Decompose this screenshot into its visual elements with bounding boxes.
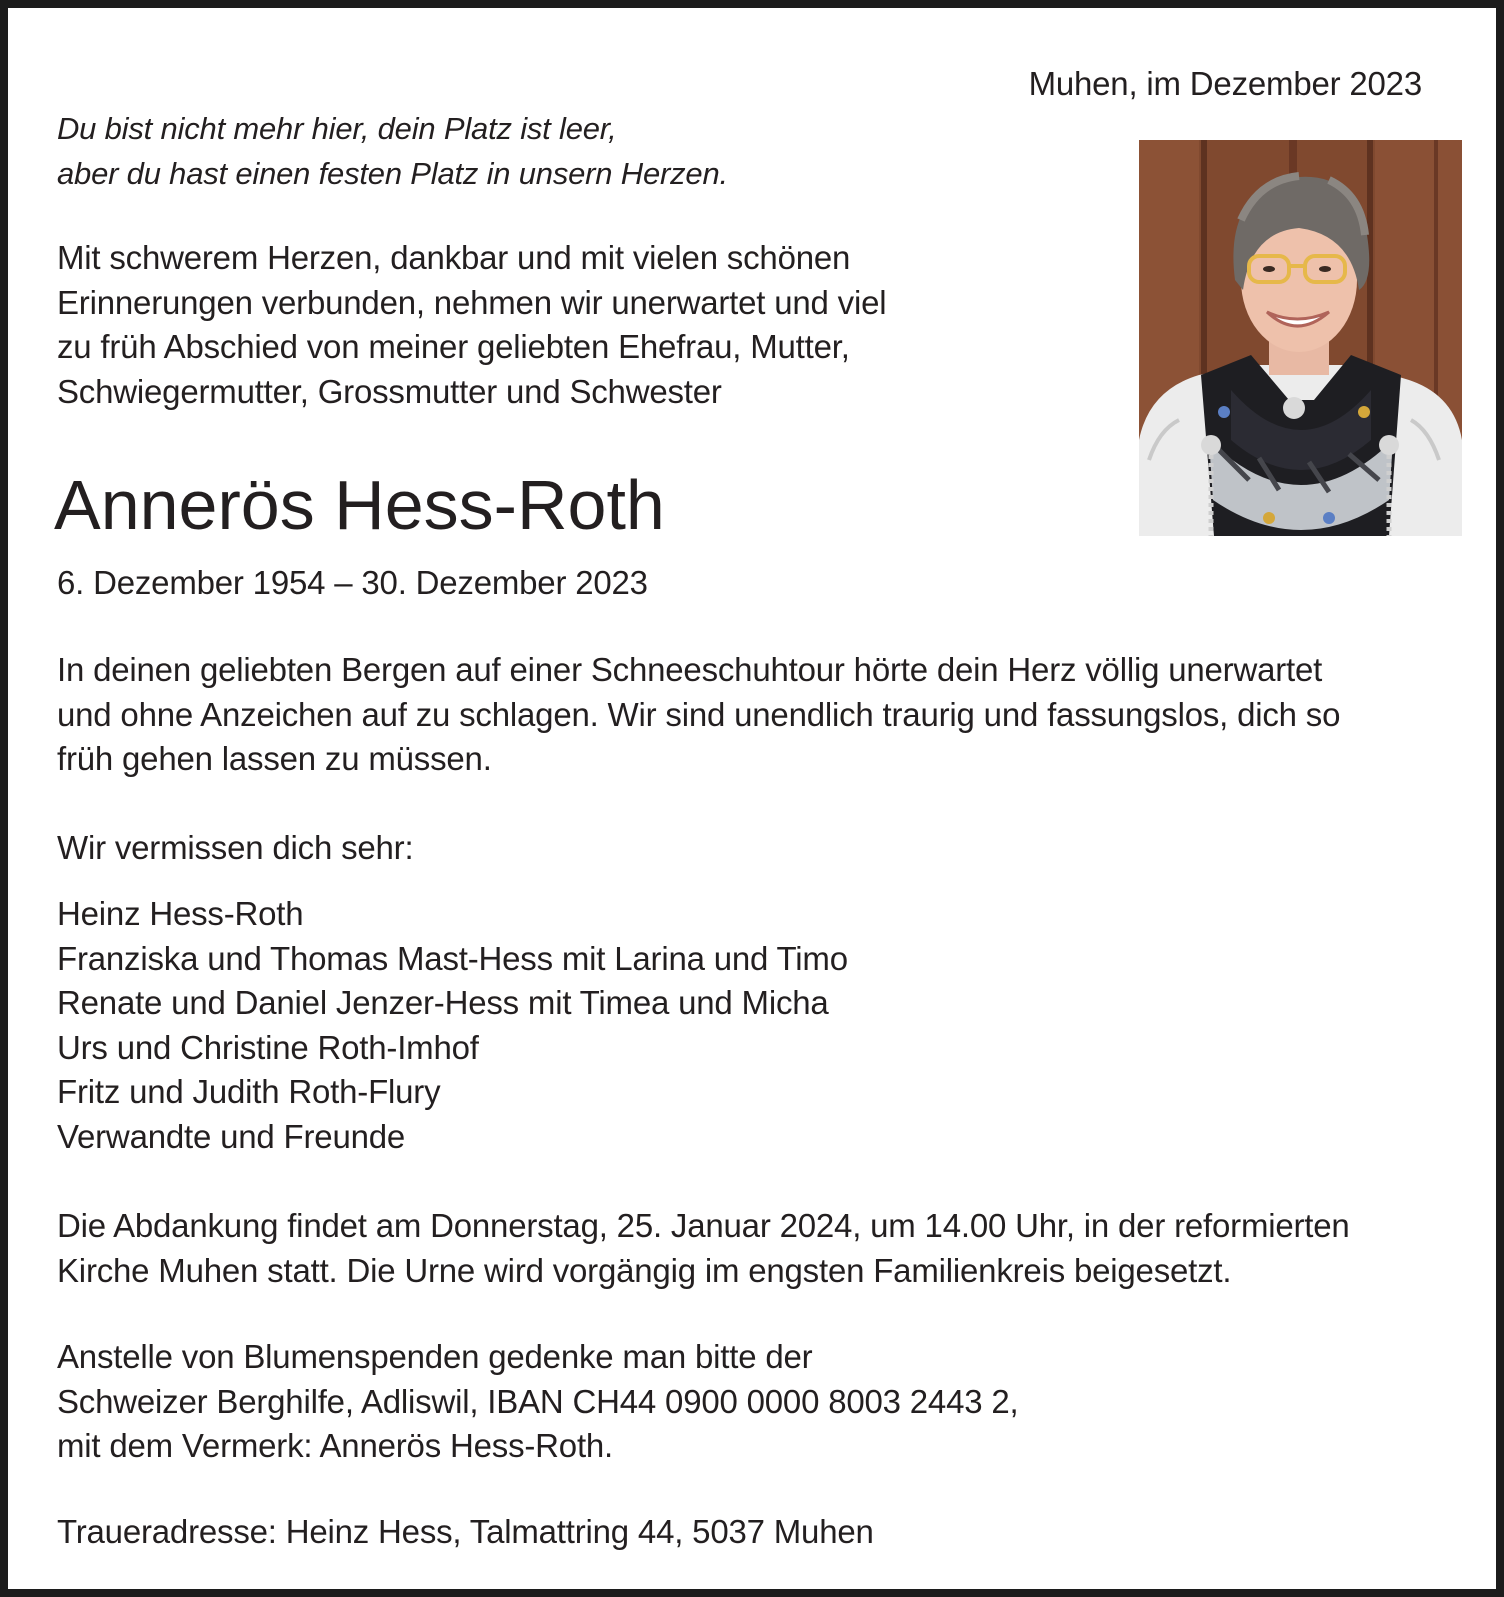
story-line: früh gehen lassen zu müssen. [57,740,492,777]
intro-line: Mit schwerem Herzen, dankbar und mit vielen schönen [57,239,851,276]
donation-line: Anstelle von Blumenspenden gedenke man bitte der [57,1338,813,1375]
mourner-name: Franziska und Thomas Mast-Hess mit Larina und Timo [57,939,848,977]
story-line: In deinen geliebten Bergen auf einer Schneeschuhtour hörte dein Herz völlig unerwartet [57,651,1323,688]
mourner-name: Urs und Christine Roth-Imhof [57,1028,479,1066]
donation-paragraph [57,1335,1018,1469]
intro-line: zu früh Abschied von meiner geliebten Ehefrau, Mutter, [57,328,850,365]
mourners-list [57,892,848,1159]
portrait-photo [1139,140,1462,536]
mourner-name: Fritz und Judith Roth-Flury [57,1073,441,1110]
portrait-illustration [1139,140,1462,536]
story-paragraph [57,648,1340,782]
intro-line: Schwiegermutter, Grossmutter und Schwester [57,372,722,410]
miss-heading: Wir vermissen dich sehr: [57,829,414,866]
story-line: und ohne Anzeichen auf zu schlagen. Wir sind unendlich traurig und fassungslos, dich so [57,695,1341,733]
deceased-name: Annerös Hess-Roth [54,466,665,544]
ceremony-line: Die Abdankung findet am Donnerstag, 25. Januar 2024, um 14.00 Uhr, in der reformierten [57,1207,1350,1244]
mourner-name: Verwandte und Freunde [57,1117,406,1155]
memorial-quote [57,106,728,196]
place-date: Muhen, im Dezember 2023 [1028,65,1422,102]
mourner-name: Renate und Daniel Jenzer-Hess mit Timea und Micha [57,984,829,1021]
mourner-name: Heinz Hess-Roth [57,895,304,932]
intro-paragraph [57,236,886,414]
quote-line: aber du hast einen festen Platz in unsern Herzen. [57,156,728,191]
donation-line: Schweizer Berghilfe, Adliswil, IBAN CH44 0900 0000 8003 2443 2, [57,1382,1019,1420]
quote-line: Du bist nicht mehr hier, dein Platz ist leer, [57,111,617,146]
ceremony-paragraph [57,1204,1350,1293]
donation-line: mit dem Vermerk: Annerös Hess-Roth. [57,1427,614,1464]
ceremony-line: Kirche Muhen statt. Die Urne wird vorgängig im engsten Familienkreis beigesetzt. [57,1251,1232,1289]
life-dates: 6. Dezember 1954 – 30. Dezember 2023 [57,564,648,601]
intro-line: Erinnerungen verbunden, nehmen wir unerwartet und viel [57,283,887,321]
mourning-address: Traueradresse: Heinz Hess, Talmattring 44, 5037 Muhen [57,1513,874,1550]
